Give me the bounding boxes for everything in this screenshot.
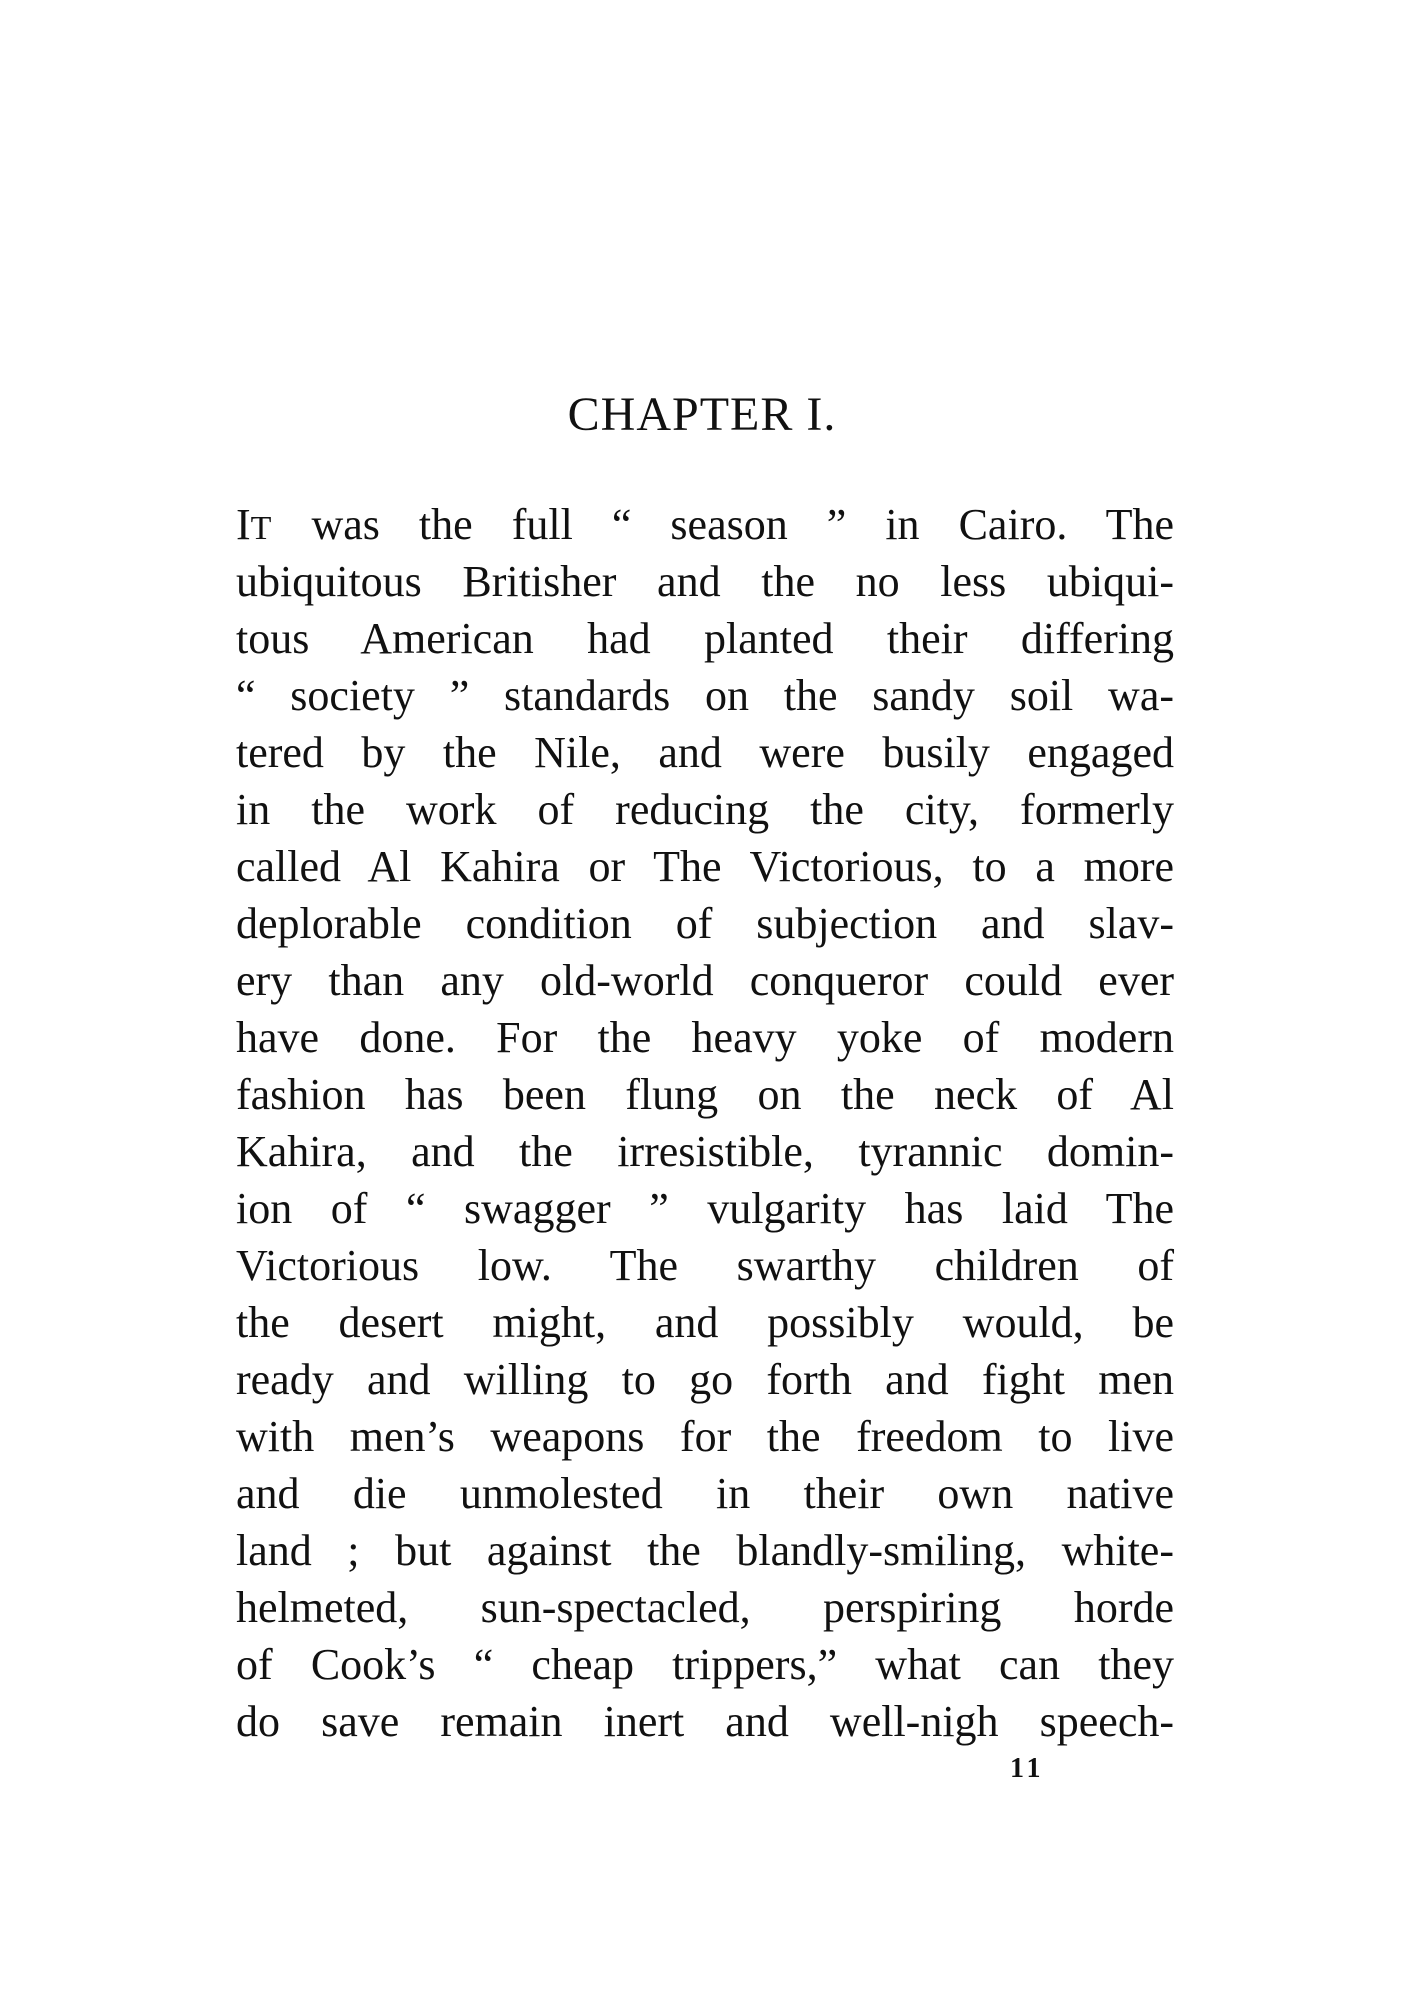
page-number: 11	[1010, 1753, 1045, 1784]
text-line: helmeted, sun-spectacled, perspiring horde	[236, 1583, 1174, 1632]
chapter-body-paragraph	[236, 496, 1174, 1750]
text-line: ready and willing to go forth and fight men	[236, 1355, 1174, 1404]
text-line: the desert might, and possibly would, be	[236, 1298, 1174, 1347]
text-line: deplorable condition of subjection and slav-	[236, 899, 1174, 948]
text-line: Victorious low. The swarthy children of	[236, 1241, 1174, 1290]
text-line-1-rest: was the full “ season ” in Cairo. The	[272, 500, 1174, 549]
text-line: land ; but against the blandly-smiling, white-	[236, 1526, 1174, 1575]
text-line: tous American had planted their differing	[236, 614, 1174, 663]
text-line: ion of “ swagger ” vulgarity has laid The	[236, 1184, 1174, 1233]
text-line-1	[236, 496, 1174, 553]
drop-initial: I	[236, 500, 251, 549]
text-line: and die unmolested in their own native	[236, 1469, 1174, 1518]
text-line: in the work of reducing the city, formerly	[236, 785, 1174, 834]
text-line: fashion has been flung on the neck of Al	[236, 1070, 1174, 1119]
text-line: of Cook’s “ cheap trippers,” what can they	[236, 1640, 1174, 1689]
text-line: “ society ” standards on the sandy soil wa-	[236, 671, 1174, 720]
chapter-heading: CHAPTER I.	[567, 388, 837, 441]
text-line: tered by the Nile, and were busily engaged	[236, 728, 1174, 777]
text-line: Kahira, and the irresistible, tyrannic domin-	[236, 1127, 1174, 1176]
text-line: called Al Kahira or The Victorious, to a more	[236, 842, 1174, 891]
text-line: ery than any old-world conqueror could ever	[236, 956, 1174, 1005]
text-line: have done. For the heavy yoke of modern	[236, 1013, 1174, 1062]
text-line: with men’s weapons for the freedom to live	[236, 1412, 1174, 1461]
text-line: do save remain inert and well-nigh speech-	[236, 1697, 1174, 1746]
text-line: ubiquitous Britisher and the no less ubiqui-	[236, 557, 1174, 606]
small-caps-letter: T	[250, 510, 273, 547]
